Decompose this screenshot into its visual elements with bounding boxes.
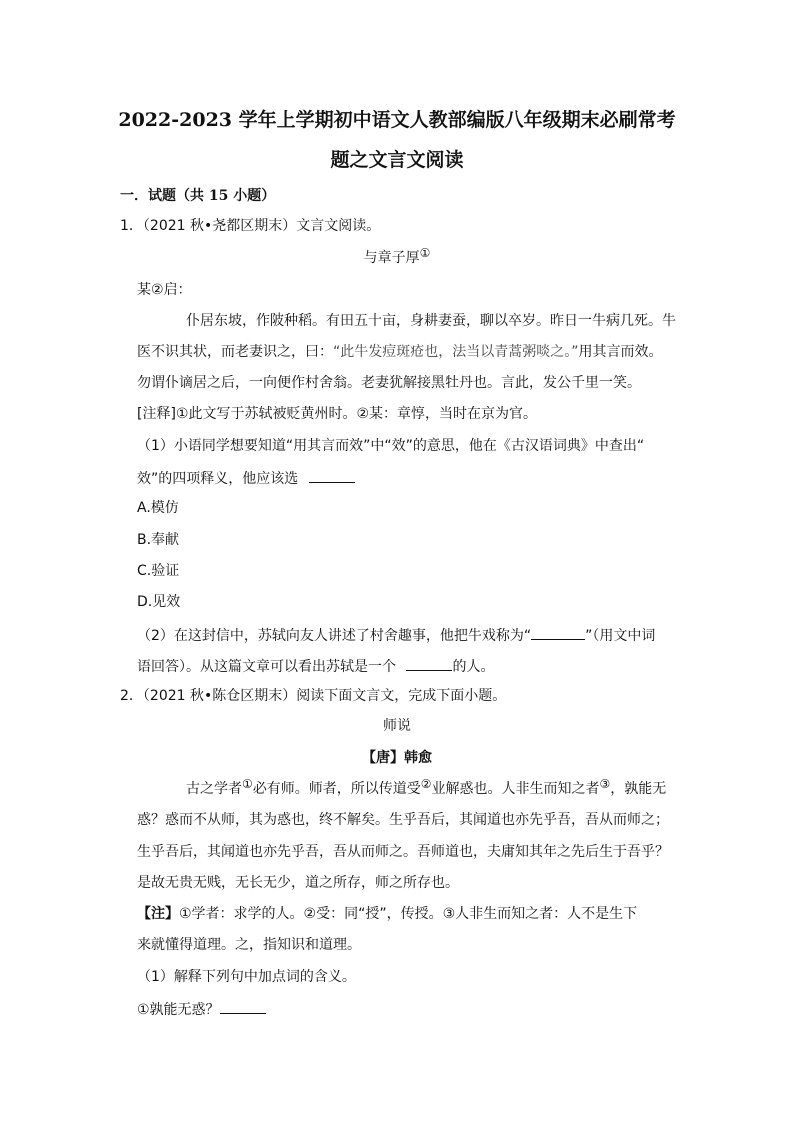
footnote-mark: ① <box>419 246 431 260</box>
passage-2-line: 生乎吾后，其闻道也亦先乎吾，吾从而师之。吾师道也，夫庸知其年之先后生于吾乎？ <box>137 844 669 860</box>
passage-text: 用其言而效。 <box>578 344 663 360</box>
question-text: 的人。 <box>452 659 495 675</box>
question-2-source: （2021 秋•陈仓区期末）阅读下面文言文，完成下面小题。 <box>142 688 507 704</box>
greeting-text: 某 <box>137 282 151 298</box>
question-text: 语回答）。从这篇文章可以看出苏轼是一个 <box>137 659 396 675</box>
passage-text: 业解惑也。人非生而知之者 <box>431 781 600 797</box>
greeting-text: 启： <box>163 282 192 298</box>
passage-text: 必有师。师者，所以传道受 <box>252 781 421 797</box>
footnote-mark: ② <box>151 282 164 298</box>
question-text: （2）在这封信中，苏轼向友人讲述了村舍趣事，他把牛戏称为“ <box>137 628 532 644</box>
option-a: A.模仿 <box>137 500 179 516</box>
passage-1-line: 勿谓仆谪居之后，一向便作村舍翁。老妻犹解接黑牡丹也。言此，发公千里一笑。 <box>137 375 641 391</box>
passage-text: 古之学者 <box>186 781 242 797</box>
footnote-mark: ③ <box>599 777 611 791</box>
note-label: 【注】 <box>137 906 179 922</box>
sub-question-1-line-2 <box>137 467 355 489</box>
footnote-mark: ① <box>242 777 253 791</box>
question-1-header <box>120 216 380 236</box>
answer-blank[interactable] <box>220 998 266 1014</box>
footnote-mark: ② <box>420 777 432 791</box>
passage-2-line: 是故无贵无贱，无长无少，道之所存，师之所存也。 <box>137 875 459 891</box>
passage-1-title-text: 与章子厚 <box>363 250 420 266</box>
passage-text: 医不识其状，而老妻识之，曰： <box>137 344 333 360</box>
answer-blank[interactable] <box>309 467 355 483</box>
question-2-number: 2． <box>120 688 143 704</box>
question-2-header <box>120 686 506 706</box>
question-text: ”（用文中词 <box>585 628 656 644</box>
sub-question-2-1-item-1 <box>137 998 266 1020</box>
sub-question-2-line-2 <box>137 655 494 677</box>
question-text: ①孰能无惑？ <box>137 1002 220 1018</box>
document-title-line-1: 2022-2023 学年上学期初中语文人教部编版八年级期末必刷常考 <box>118 109 676 131</box>
passage-2-note-line-2: 来就懂得道理。之，指知识和道理。 <box>137 937 361 953</box>
passage-2-note-line-1 <box>137 904 637 924</box>
option-d: D.见效 <box>137 594 181 610</box>
note-text: ①学者：求学的人。②受：同“授”，传授。③人非生而知之者：人不是生下 <box>179 906 638 922</box>
answer-blank[interactable] <box>531 624 585 640</box>
sub-question-2-1: （1）解释下列句中加点词的含义。 <box>137 969 356 985</box>
passage-2-line <box>186 779 666 799</box>
sub-question-1-line-1: （1）小语同学想要知道“用其言而效”中“效”的意思，他在《古汉语词典》中查出“ <box>137 438 645 454</box>
option-c: C.验证 <box>137 563 180 579</box>
passage-text: ，孰能无 <box>610 781 667 797</box>
passage-2-line: 惑？惑而不从师，其为惑也，终不解矣。生乎吾后，其闻道也亦先乎吾，吾从而师之； <box>137 812 669 828</box>
passage-2-author: 【唐】韩愈 <box>362 750 432 766</box>
passage-2-title: 师说 <box>383 718 411 734</box>
passage-1-line: 仆居东坡，作陂种稻。有田五十亩，身耕妻蚕，聊以卒岁。昨日一牛病几死。牛 <box>186 313 676 329</box>
question-1-source: （2021 秋•尧都区期末）文言文阅读。 <box>142 218 381 234</box>
passage-quote: “此牛发痘斑疮也，法当以青蒿粥啖之。” <box>333 344 579 360</box>
section-heading: 一．试题（共 15 小题） <box>120 188 276 204</box>
option-b: B.奉献 <box>137 532 180 548</box>
sub-question-2-line-1 <box>137 624 655 646</box>
question-1-number: 1． <box>120 218 143 234</box>
passage-1-note: [注释]①此文写于苏轼被贬黄州时。②某：章惇，当时在京为官。 <box>137 406 538 422</box>
document-title-line-2: 题之文言文阅读 <box>330 149 464 171</box>
passage-1-line <box>137 342 663 362</box>
answer-blank[interactable] <box>406 655 452 671</box>
question-text: 效”的四项释义，他应该选 <box>137 471 299 487</box>
passage-1-title <box>0 248 794 268</box>
passage-1-greeting <box>137 280 192 300</box>
